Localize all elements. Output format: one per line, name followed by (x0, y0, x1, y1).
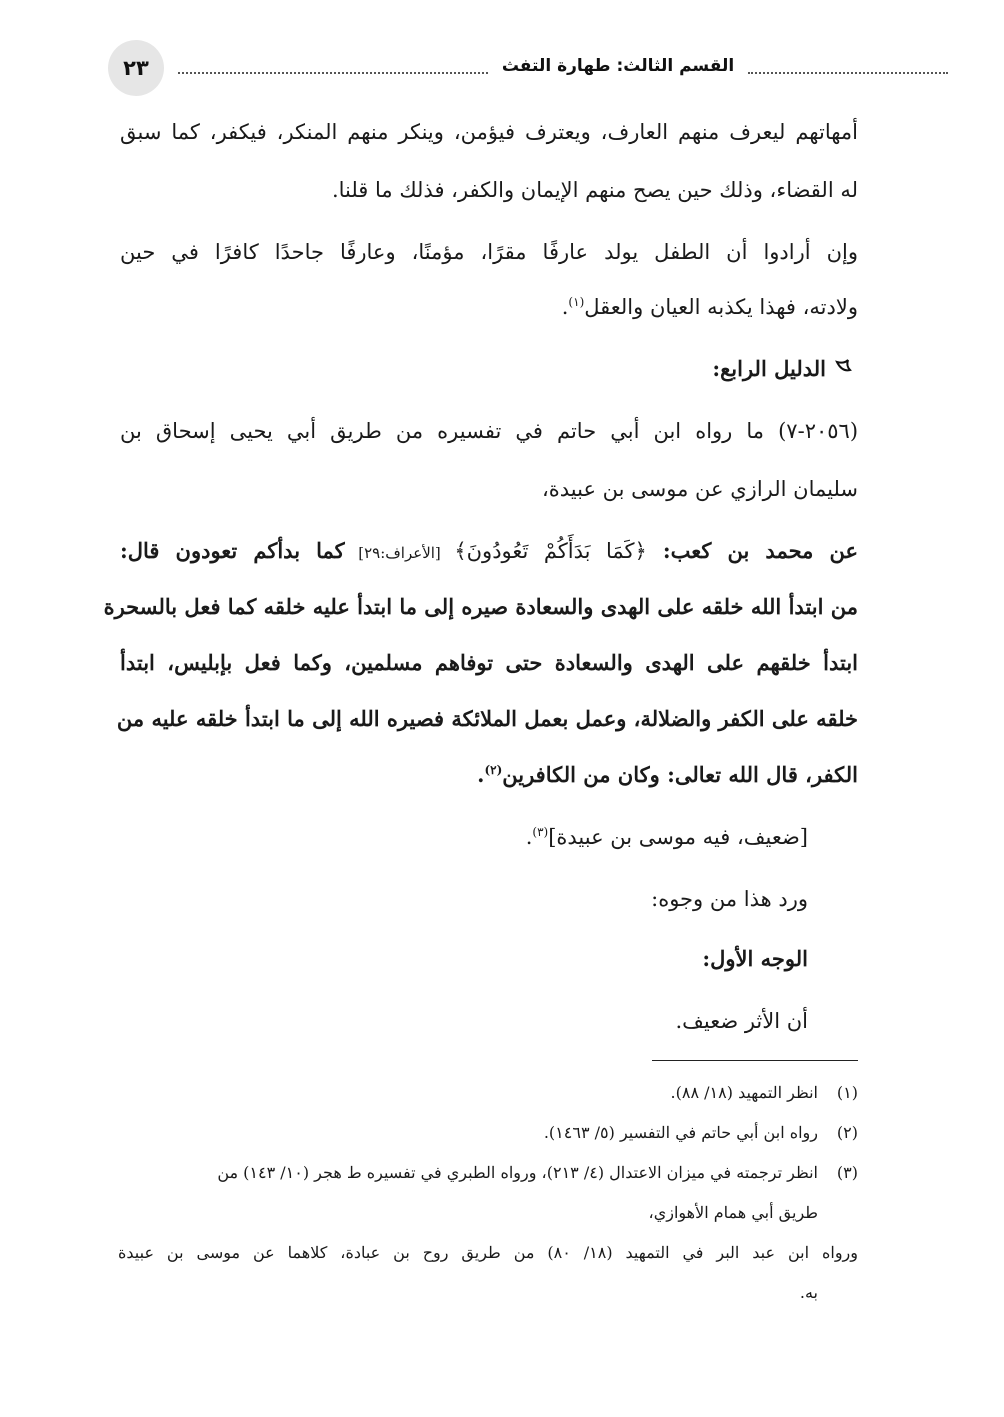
hadith-number-line: (٢٠٥٦-٧) ما رواه ابن أبي حاتم في تفسيره من طريق أبي يحيى إسحاق بن (120, 419, 859, 443)
footnote-1 (118, 1080, 858, 1106)
footnote-number: (١) (836, 1083, 858, 1102)
footnote-divider (652, 1060, 858, 1061)
footnote-2 (118, 1120, 858, 1146)
body-line-3: وإن أرادوا أن الطفل يولد عارفًا مقرًا، مؤمنًا، وعارفًا جاحدًا كافرًا في حين (120, 240, 858, 264)
footnote-text: انظر التمهيد (١٨/ ٨٨). (670, 1083, 818, 1102)
footnote-ref-2[interactable]: (٢) (484, 763, 503, 777)
footnote-3-cont: طريق أبي همام الأهوازي، (648, 1203, 818, 1222)
grading-line (70, 822, 808, 852)
section-heading (116, 354, 854, 384)
body-line-16: أن الأثر ضعيف. (675, 1009, 808, 1033)
grading-text: [ضعيف، فيه موسى بن عبيدة] (548, 825, 808, 849)
footnote-number: (٢) (836, 1123, 858, 1142)
header-dots-left (178, 72, 488, 74)
period: . (525, 825, 533, 849)
header-dots-right (748, 72, 948, 74)
hadith-line-2: من ابتدأ الله خلقه على الهدى والسعادة صيره إلى ما ابتدأ عليه خلقه كما فعل بالسحرة (103, 594, 858, 619)
running-title: القسم الثالث: طهارة التفث (501, 56, 735, 76)
body-line-7: سليمان الرازي عن موسى بن عبيدة، (541, 477, 858, 501)
hadith-line-5-text: الكفر، قال الله تعالى: وكان من الكافرين (502, 762, 858, 787)
hand-pointer-icon (834, 354, 854, 384)
hadith-line-4: خلقه على الكفر والضلالة، وعمل بعمل الملائكة فصيره الله إلى ما ابتدأ خلقه عليه من (116, 706, 858, 731)
hadith-line-1 (120, 536, 858, 568)
footnote-3-cont-3: به. (799, 1283, 818, 1302)
period: . (477, 762, 485, 787)
footnote-3-cont-2: ورواه ابن عبد البر في التمهيد (١٨/ ٨٠) من طريق روح بن عبادة، كلاهما عن موسى بن عبيدة (118, 1243, 859, 1262)
page-header (108, 40, 848, 96)
period: . (561, 295, 569, 319)
hadith-line-3: ابتدأ خلقهم على الهدى والسعادة حتى توفاهم مسلمين، وكما فعل بإبليس، ابتدأ (120, 650, 858, 675)
verse-reference: [الأعراف:٢٩] (344, 544, 455, 562)
quran-verse: ﴿كَمَا بَدَأَكُمْ تَعُودُونَ﴾ (454, 539, 647, 563)
hadith-line-5 (120, 760, 858, 790)
page-number: ٢٣ (108, 40, 164, 96)
hadith-chain: عن محمد بن كعب: (646, 538, 858, 563)
heading-text: الدليل الرابع: (712, 356, 826, 381)
subheading-first-aspect: الوجه الأول: (702, 946, 808, 971)
body-line-2: له القضاء، وذلك حين يصح منهم الإيمان والكفر، فذلك ما قلنا. (331, 178, 858, 202)
footnote-ref-3[interactable]: (٣) (532, 825, 549, 839)
footnote-ref-1[interactable]: (١) (568, 295, 585, 309)
footnote-text: انظر ترجمته في ميزان الاعتدال (٤/ ٢١٣)، ورواه الطبري في تفسيره ط هجر (١٠/ ١٤٣) من (217, 1163, 818, 1182)
footnote-3 (118, 1160, 858, 1186)
footnote-number: (٣) (836, 1163, 858, 1182)
hadith-text-start: كما بدأكم تعودون قال: (120, 538, 345, 563)
body-line-4-text: ولادته، فهذا يكذبه العيان والعقل (584, 295, 858, 319)
body-line-1: أمهاتهم ليعرف منهم العارف، ويعترف فيؤمن، وينكر منهم المنكر، فيكفر، كما سبق (120, 120, 858, 144)
body-line-4 (120, 292, 858, 322)
body-line-14: ورد هذا من وجوه: (651, 887, 808, 911)
footnote-text: رواه ابن أبي حاتم في التفسير (٥/ ١٤٦٣). (543, 1123, 818, 1142)
